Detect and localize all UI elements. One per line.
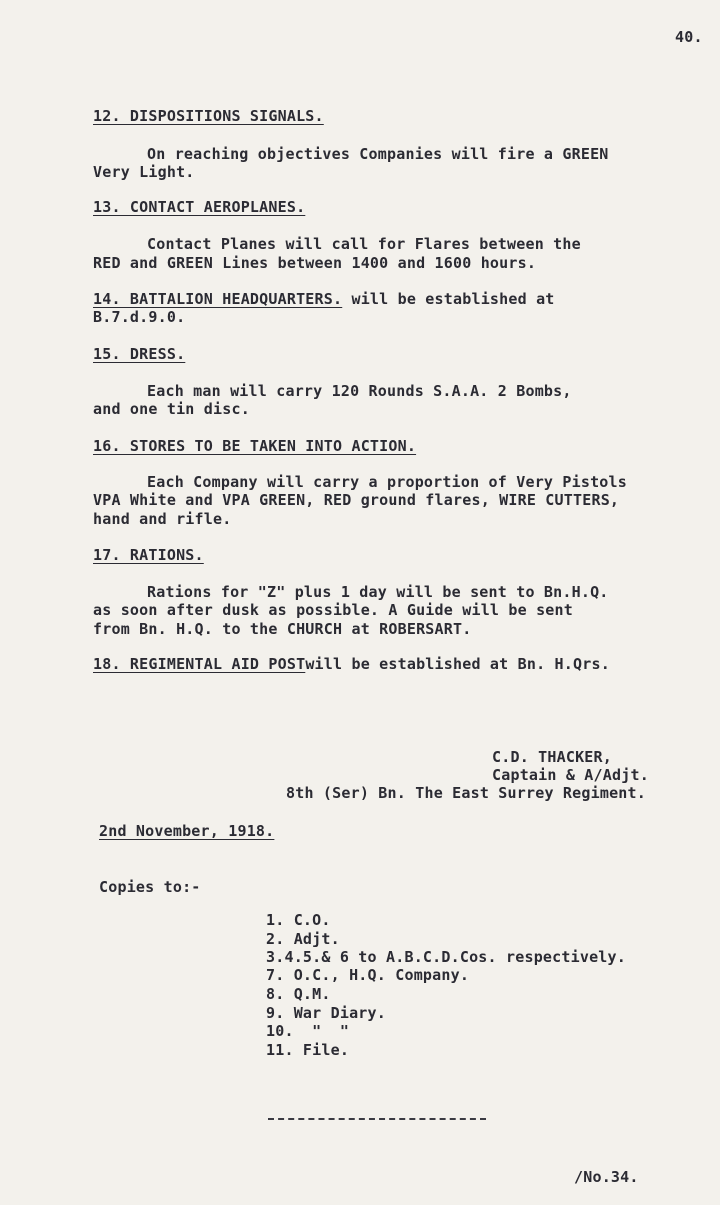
copies-label: Copies to:- — [99, 878, 201, 896]
section-14-heading-line — [93, 290, 555, 308]
section-16-line-1: Each Company will carry a proportion of Very Pistols — [147, 473, 627, 491]
section-13-line-1: Contact Planes will call for Flares between the — [147, 235, 581, 253]
copies-item: 10. " " — [266, 1022, 350, 1040]
section-18-heading: 18. REGIMENTAL AID POST — [93, 655, 306, 673]
section-16-line-2: VPA White and VPA GREEN, RED ground flares, WIRE CUTTERS, — [93, 491, 620, 509]
section-17-line-1: Rations for "Z" plus 1 day will be sent to Bn.H.Q. — [147, 583, 609, 601]
section-14-heading-tail: will be established at — [342, 290, 555, 308]
signature-name: C.D. THACKER, — [492, 748, 612, 766]
section-13-line-2: RED and GREEN Lines between 1400 and 1600 hours. — [93, 254, 537, 272]
copies-item: 1. C.O. — [266, 911, 331, 929]
section-15-line-2: and one tin disc. — [93, 400, 250, 418]
section-12-line-1: On reaching objectives Companies will fire a GREEN — [147, 145, 609, 163]
section-16-heading: 16. STORES TO BE TAKEN INTO ACTION. — [93, 437, 417, 455]
section-12-heading: 12. DISPOSITIONS SIGNALS. — [93, 107, 324, 125]
signature-rank: Captain & A/Adjt. — [492, 766, 649, 784]
closing-dashed-rule — [268, 1118, 486, 1120]
section-17-line-2: as soon after dusk as possible. A Guide will be sent — [93, 601, 573, 619]
section-15-heading: 15. DRESS. — [93, 345, 186, 363]
copies-item: 11. File. — [266, 1041, 350, 1059]
section-18-heading-line — [93, 655, 610, 673]
page-number: 40. — [675, 28, 703, 46]
copies-item: 8. Q.M. — [266, 985, 331, 1003]
section-14-line-1: B.7.d.9.0. — [93, 308, 186, 326]
signature-unit: 8th (Ser) Bn. The East Surrey Regiment. — [286, 784, 646, 802]
copies-item: 9. War Diary. — [266, 1004, 386, 1022]
document-reference: /No.34. — [574, 1168, 639, 1186]
section-16-line-3: hand and rifle. — [93, 510, 232, 528]
section-15-line-1: Each man will carry 120 Rounds S.A.A. 2 Bombs, — [147, 382, 572, 400]
section-14-heading: 14. BATTALION HEADQUARTERS. — [93, 290, 343, 308]
section-18-heading-tail: will be established at Bn. H.Qrs. — [305, 655, 610, 673]
section-17-heading: 17. RATIONS. — [93, 546, 204, 564]
section-12-line-2: Very Light. — [93, 163, 195, 181]
copies-item: 3.4.5.& 6 to A.B.C.D.Cos. respectively. — [266, 948, 626, 966]
document-date: 2nd November, 1918. — [99, 822, 275, 840]
copies-item: 2. Adjt. — [266, 930, 340, 948]
section-13-heading: 13. CONTACT AEROPLANES. — [93, 198, 306, 216]
copies-item: 7. O.C., H.Q. Company. — [266, 966, 470, 984]
section-17-line-3: from Bn. H.Q. to the CHURCH at ROBERSART. — [93, 620, 472, 638]
